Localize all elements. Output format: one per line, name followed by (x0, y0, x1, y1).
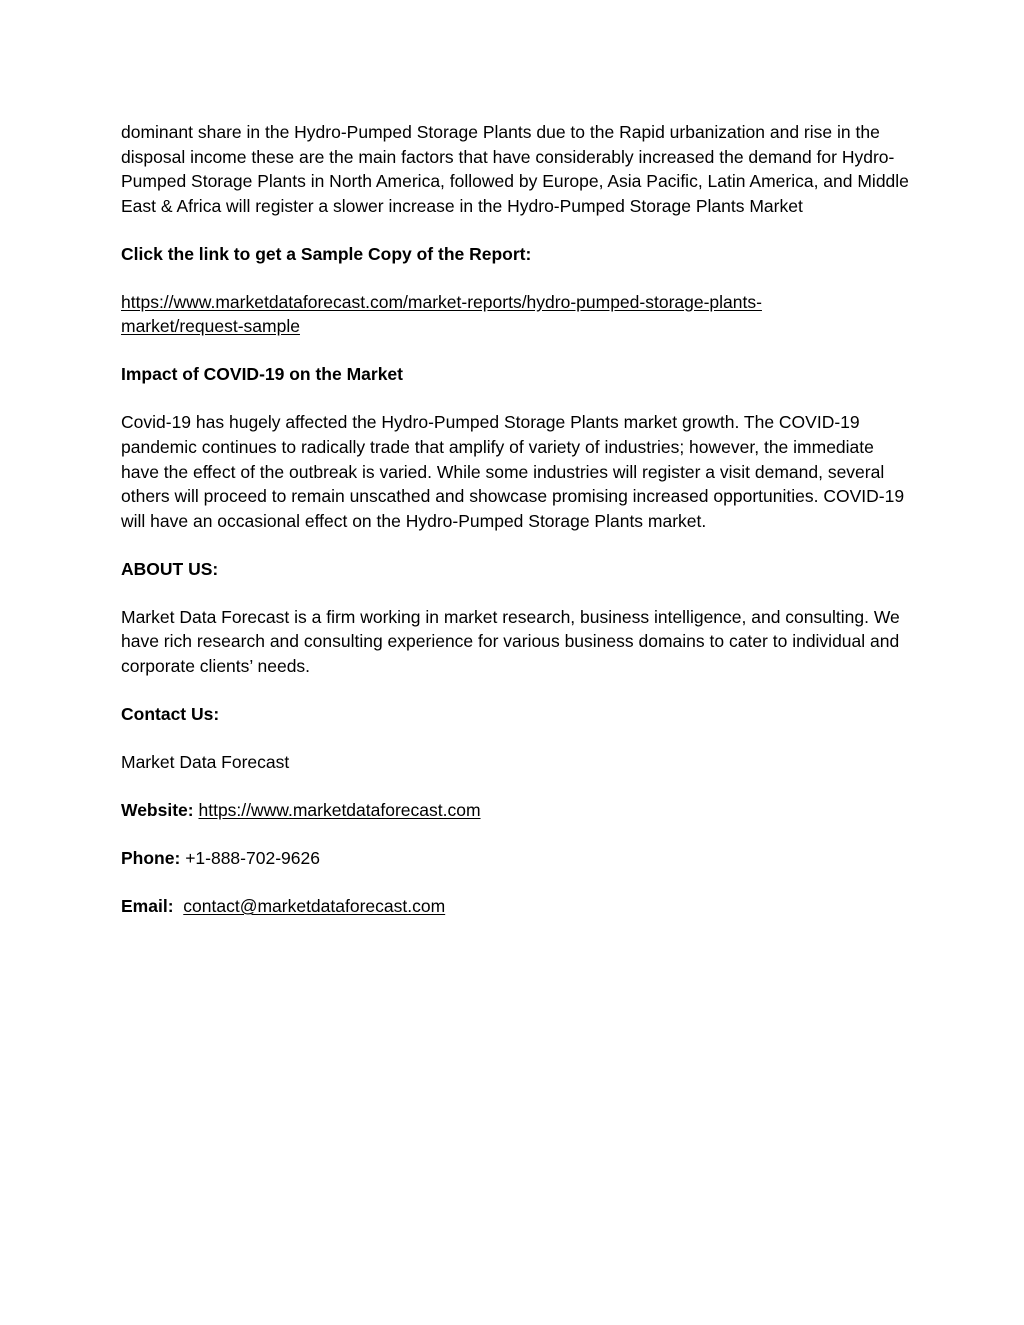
phone-label: Phone: (121, 847, 181, 868)
sample-link-block (121, 290, 911, 339)
covid-heading: Impact of COVID-19 on the Market (121, 364, 403, 385)
sample-link-line1[interactable]: https://www.marketdataforecast.com/market-reports/hydro-pumped-storage-plants- (121, 291, 762, 312)
contact-heading: Contact Us: (121, 703, 220, 724)
email-link[interactable]: contact@marketdataforecast.com (183, 895, 446, 916)
sample-heading: Click the link to get a Sample Copy of the Report: (121, 243, 532, 264)
website-line (121, 798, 911, 823)
phone-line (121, 846, 911, 871)
company-name: Market Data Forecast (121, 751, 290, 772)
website-link[interactable]: https://www.marketdataforecast.com (198, 799, 481, 820)
sample-report-link[interactable] (121, 292, 762, 337)
email-line (121, 894, 911, 919)
email-label: Email: (121, 895, 174, 916)
website-label: Website: (121, 799, 194, 820)
covid-paragraph: Covid-19 has hugely affected the Hydro-Pumped Storage Plants market growth. The COVID-19 pandemic continues to radically trade that amplify of variety of industries; however, the immediate have the effect of the outbreak is varied. While some industries will register a visit demand, several others will proceed to remain unscathed and showcase promising increased opportunities. COVID-19 will have an occasional effect on the Hydro-Pumped Storage Plants market. (121, 412, 905, 531)
sample-link-line2[interactable]: market/request-sample (121, 316, 300, 337)
about-heading: ABOUT US: (121, 558, 219, 579)
about-paragraph: Market Data Forecast is a firm working in market research, business intelligence, and consulting. We have rich research and consulting experience for various business domains to cater to individual and corporate clients’ needs. (121, 606, 900, 676)
intro-paragraph: dominant share in the Hydro-Pumped Storage Plants due to the Rapid urbanization and rise in the disposal income these are the main factors that have considerably increased the demand for Hydro-Pumped Storage Plants in North America, followed by Europe, Asia Pacific, Latin America, and Middle East & Africa will register a slower increase in the Hydro-Pumped Storage Plants Market (121, 122, 909, 216)
document-body (121, 120, 911, 942)
phone-value: +1-888-702-9626 (185, 847, 320, 868)
